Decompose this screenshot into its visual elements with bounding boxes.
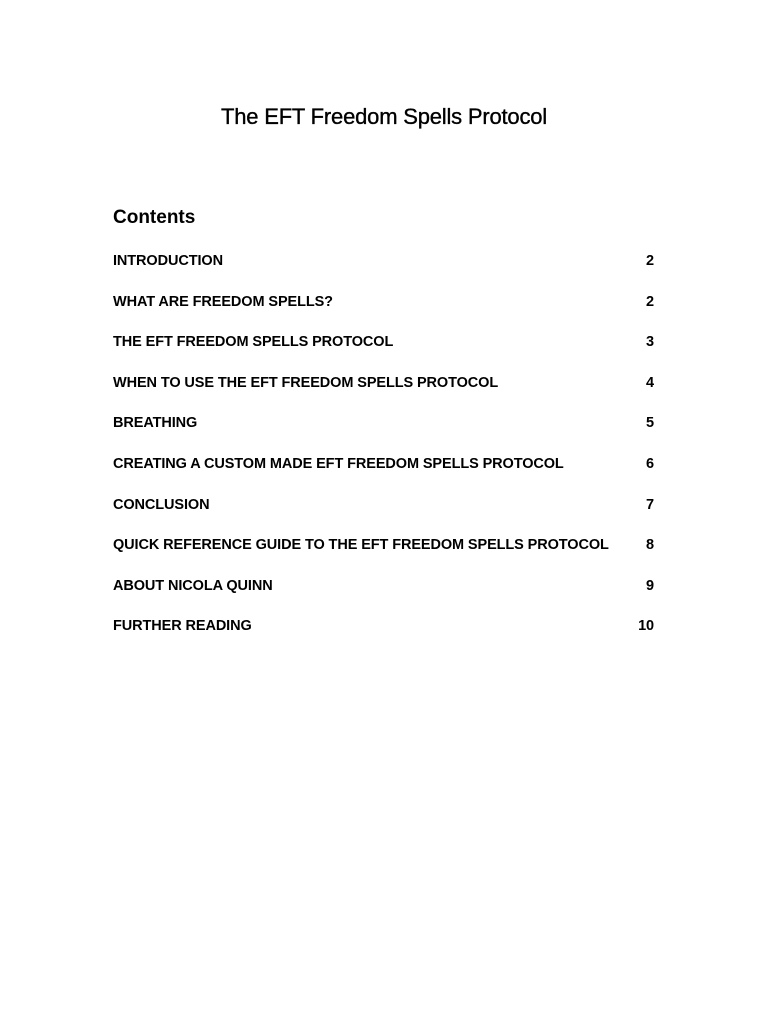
toc-entry-page: 9 (646, 577, 654, 594)
table-of-contents (113, 253, 654, 659)
toc-entry-title: FURTHER READING (113, 618, 252, 635)
toc-entry-conclusion[interactable] (113, 497, 654, 538)
toc-entry-title: WHAT ARE FREEDOM SPELLS? (113, 293, 333, 310)
toc-entry-about-author[interactable] (113, 578, 654, 619)
toc-entry-title: ABOUT NICOLA QUINN (113, 577, 273, 594)
toc-entry-page: 10 (638, 618, 654, 635)
toc-entry-title: QUICK REFERENCE GUIDE TO THE EFT FREEDOM SPELLS PROTOCOL (113, 537, 609, 554)
toc-entry-what-are-freedom-spells[interactable] (113, 294, 654, 335)
toc-entry-page: 2 (646, 293, 654, 310)
toc-entry-page: 6 (646, 455, 654, 472)
toc-entry-page: 4 (646, 374, 654, 391)
toc-entry-title: CONCLUSION (113, 496, 210, 513)
toc-entry-page: 5 (646, 415, 654, 432)
toc-entry-title: INTRODUCTION (113, 253, 223, 269)
toc-entry-page: 8 (646, 537, 654, 554)
toc-entry-quick-reference[interactable] (113, 537, 654, 578)
toc-entry-page: 7 (646, 496, 654, 513)
toc-entry-title: THE EFT FREEDOM SPELLS PROTOCOL (113, 334, 394, 351)
toc-entry-title: WHEN TO USE THE EFT FREEDOM SPELLS PROTOCOL (113, 374, 499, 391)
toc-entry-breathing[interactable] (113, 415, 654, 456)
document-title: The EFT Freedom Spells Protocol (221, 104, 547, 129)
contents-heading: Contents (113, 207, 196, 228)
toc-entry-further-reading[interactable] (113, 618, 654, 659)
toc-entry-page: 2 (646, 253, 654, 269)
toc-entry-when-to-use[interactable] (113, 375, 654, 416)
toc-entry-custom-protocol[interactable] (113, 456, 654, 497)
toc-entry-protocol[interactable] (113, 334, 654, 375)
toc-entry-title: BREATHING (113, 415, 198, 432)
toc-entry-title: CREATING A CUSTOM MADE EFT FREEDOM SPELLS PROTOCOL (113, 455, 564, 472)
toc-entry-introduction[interactable] (113, 253, 654, 294)
toc-entry-page: 3 (646, 334, 654, 351)
